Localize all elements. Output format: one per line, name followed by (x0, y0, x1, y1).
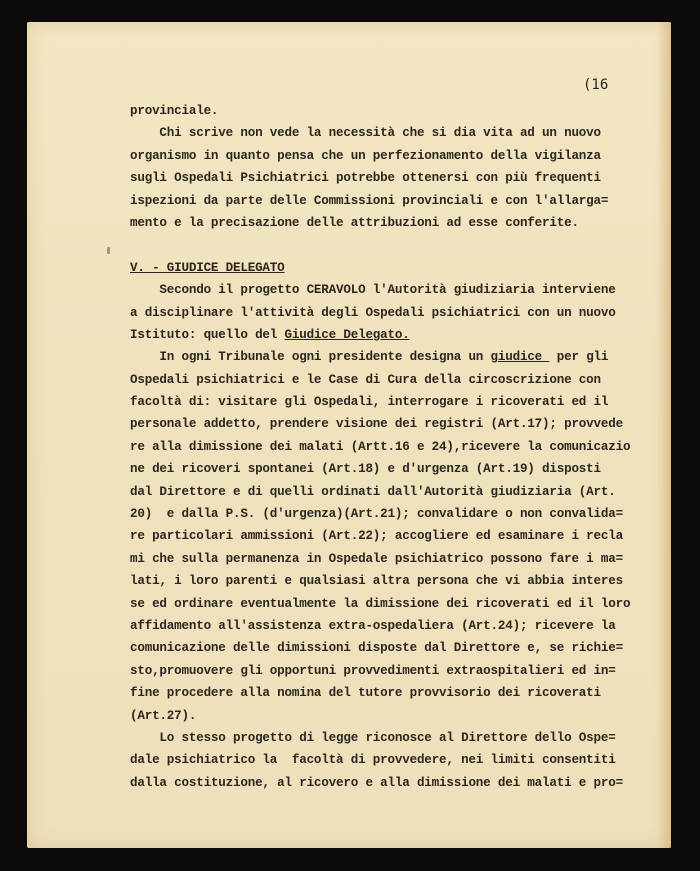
text-span: Istituto: quello del (130, 327, 285, 342)
text-line (130, 324, 650, 346)
text-span: per gli (549, 350, 609, 365)
paper-blemish (107, 247, 110, 254)
text-line: Secondo il progetto CERAVOLO l'Autorità giudiziaria interviene (130, 283, 616, 298)
text-line: sugli Ospedali Psichiatrici potrebbe ottenersi con più frequenti (130, 171, 601, 186)
text-line: se ed ordinare eventualmente la dimissione dei ricoverati ed il loro (130, 596, 631, 611)
text-line: a disciplinare l'attività degli Ospedali psichiatrici con un nuovo (130, 305, 616, 320)
text-line: facoltà di: visitare gli Ospedali, interrogare i ricoverati ed il (130, 395, 609, 410)
text-line: comunicazione delle dimissioni disposte dal Direttore e, se richie= (130, 641, 623, 656)
text-line: organismo in quanto pensa che un perfezionamento della vigilanza (130, 148, 601, 163)
page-number: (16 (583, 77, 609, 93)
spacer (130, 234, 650, 256)
text-line: dal Direttore e di quelli ordinati dall'Autorità giudiziaria (Art. (130, 484, 616, 499)
text-line: re particolari ammissioni (Art.22); accogliere ed esaminare i recla (130, 529, 623, 544)
text-line: mento e la precisazione delle attribuzioni ad esse conferite. (130, 215, 579, 230)
text-line: dale psichiatrico la facoltà di provvedere, nei limiti consentiti (130, 753, 616, 768)
text-line (130, 346, 650, 368)
document-body (130, 100, 650, 794)
text-line: ispezioni da parte delle Commissioni provinciali e con l'allarga= (130, 193, 609, 208)
text-line: personale addetto, prendere visione dei registri (Art.17); provvede (130, 417, 623, 432)
text-span: In ogni Tribunale ogni presidente designa un (130, 350, 491, 365)
text-line: Lo stesso progetto di legge riconosce al Direttore dello Ospe= (130, 730, 616, 745)
text-line: 20) e dalla P.S. (d'urgenza)(Art.21); convalidare o non convalida= (130, 507, 623, 522)
text-line: re alla dimissione dei malati (Artt.16 e 24),ricevere la comunicazio (130, 439, 631, 454)
text-line: provinciale. (130, 104, 219, 118)
text-line: sto,promuovere gli opportuni provvedimenti extraospitalieri ed in= (130, 663, 616, 678)
text-line: lati, i loro parenti e qualsiasi altra persona che vi abbia interes (130, 574, 623, 589)
text-line: mi che sulla permanenza in Ospedale psichiatrico possono fare i ma= (130, 551, 623, 566)
text-line: fine procedere alla nomina del tutore provvisorio dei ricoverati (130, 686, 601, 701)
text-line: Ospedali psichiatrici e le Case di Cura della circoscrizione con (130, 372, 601, 387)
text-line: (Art.27). (130, 708, 197, 723)
text-line: affidamento all'assistenza extra-ospedaliera (Art.24); ricevere la (130, 618, 616, 633)
underlined-term: giudice (490, 350, 550, 365)
underlined-term: Giudice Delegato. (284, 327, 410, 342)
text-line: ne dei ricoveri spontanei (Art.18) e d'urgenza (Art.19) disposti (130, 462, 601, 477)
text-line: Chi scrive non vede la necessità che si dia vita ad un nuovo (130, 126, 601, 141)
section-heading: V. - GIUDICE DELEGATO (130, 260, 285, 275)
text-line: dalla costituzione, al ricovero e alla dimissione dei malati e pro= (130, 775, 623, 790)
